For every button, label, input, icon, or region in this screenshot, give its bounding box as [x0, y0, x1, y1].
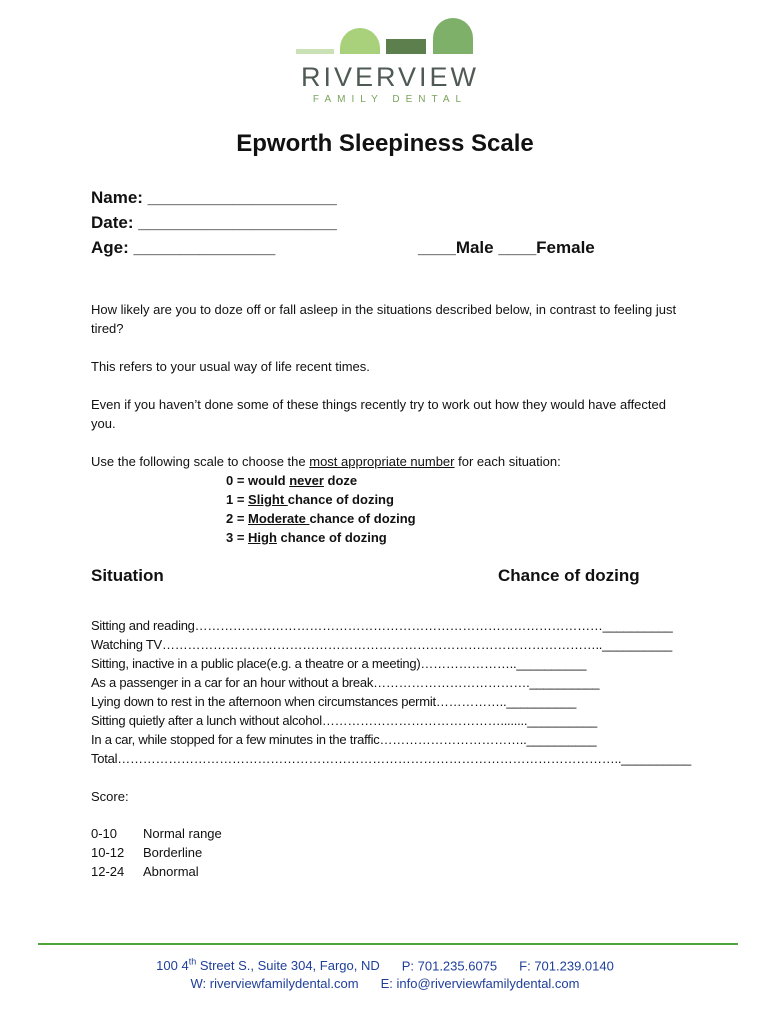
- situation-row[interactable]: Sitting, inactive in a public place(e.g. a theatre or a meeting)…………………..__________: [91, 656, 587, 671]
- scale-item-1-emphasis: Slight: [248, 492, 288, 507]
- scale-item-2-pre: 2 =: [226, 511, 249, 526]
- footer-fax: F: 701.239.0140: [519, 958, 614, 974]
- footer-contact-line: [0, 957, 770, 973]
- age-field[interactable]: Age: _______________: [91, 238, 276, 257]
- situation-header: Situation: [91, 566, 164, 585]
- address-number: 100 4: [156, 958, 189, 974]
- page-title: Epworth Sleepiness Scale: [236, 130, 534, 157]
- chance-header: Chance of dozing: [498, 566, 640, 585]
- logo-subtitle: FAMILY DENTAL: [312, 94, 468, 105]
- scale-item-3-emphasis: High: [248, 530, 277, 545]
- scale-instruction-pre: Use the following scale to choose the: [91, 454, 310, 469]
- score-label: Score:: [91, 789, 129, 804]
- score-range: 0-10: [91, 826, 118, 841]
- situation-row[interactable]: Sitting and reading……………………………………………………………………………………__________: [91, 618, 673, 633]
- intro-question: How likely are you to doze off or fall asleep in the situations described below, in contrast to feeling just tired?: [91, 302, 677, 336]
- gender-field[interactable]: ____Male ____Female: [418, 238, 595, 257]
- scale-instruction-emphasis: most appropriate number: [309, 454, 455, 469]
- footer-website[interactable]: W: riverviewfamilydental.com: [190, 976, 359, 991]
- riverview-logo: [290, 16, 490, 111]
- logo-name: RIVERVIEW: [300, 62, 480, 92]
- situation-row[interactable]: Sitting quietly after a lunch without alcohol……………………………………........__________: [91, 713, 598, 728]
- score-meaning: Borderline: [143, 845, 203, 860]
- intro-scale-instruction: [91, 452, 681, 471]
- scale-item-2: [226, 509, 416, 528]
- scale-item-2-post: chance of dozing: [309, 511, 416, 526]
- score-range: 12-24: [91, 864, 125, 879]
- score-row: [91, 862, 199, 881]
- situation-row[interactable]: Watching TV…………………………………………………………………………………………..__________: [91, 637, 672, 652]
- scale-item-1-pre: 1 =: [226, 492, 249, 507]
- name-field[interactable]: Name: ____________________: [91, 188, 337, 207]
- logo-mark-icon: [290, 16, 490, 60]
- situation-row[interactable]: In a car, while stopped for a few minutes in the traffic……………………………..__________: [91, 732, 597, 747]
- scale-item-0-pre: 0 = would: [226, 473, 290, 488]
- scale-item-2-emphasis: Moderate: [248, 511, 310, 526]
- footer-address: [156, 958, 380, 973]
- total-row[interactable]: Total………………………………………………………………………………………………………..__________: [91, 751, 691, 766]
- scale-item-0-post: doze: [323, 473, 358, 488]
- score-range: 10-12: [91, 845, 125, 860]
- scale-item-3: [226, 528, 387, 547]
- footer-phone: P: 701.235.6075: [401, 958, 498, 974]
- situation-row[interactable]: As a passenger in a car for an hour without a break……………………………….__________: [91, 675, 600, 690]
- scale-item-1-post: chance of dozing: [287, 492, 394, 507]
- scale-item-3-pre: 3 =: [226, 530, 249, 545]
- situation-row[interactable]: Lying down to rest in the afternoon when circumstances permit……………..__________: [91, 694, 577, 709]
- scale-item-0-emphasis: never: [289, 473, 324, 488]
- address-suffix: th: [188, 957, 197, 967]
- score-meaning: Abnormal: [143, 864, 199, 879]
- date-field[interactable]: Date: _____________________: [91, 213, 337, 232]
- scale-item-1: [226, 490, 394, 509]
- score-row: [91, 843, 202, 862]
- score-meaning: Normal range: [143, 826, 222, 841]
- footer-web-line: [0, 976, 770, 991]
- scale-item-3-post: chance of dozing: [276, 530, 387, 545]
- intro-usual-life: This refers to your usual way of life recent times.: [91, 359, 370, 374]
- intro-instructions: Even if you haven’t done some of these things recently try to work out how they would have affected you.: [91, 397, 666, 431]
- scale-instruction-post: for each situation:: [454, 454, 561, 469]
- score-row: [91, 824, 222, 843]
- scale-item-0: [226, 471, 357, 490]
- footer-divider: [38, 943, 738, 945]
- footer-email[interactable]: E: info@riverviewfamilydental.com: [380, 976, 580, 991]
- address-rest: Street S., Suite 304, Fargo, ND: [196, 958, 380, 974]
